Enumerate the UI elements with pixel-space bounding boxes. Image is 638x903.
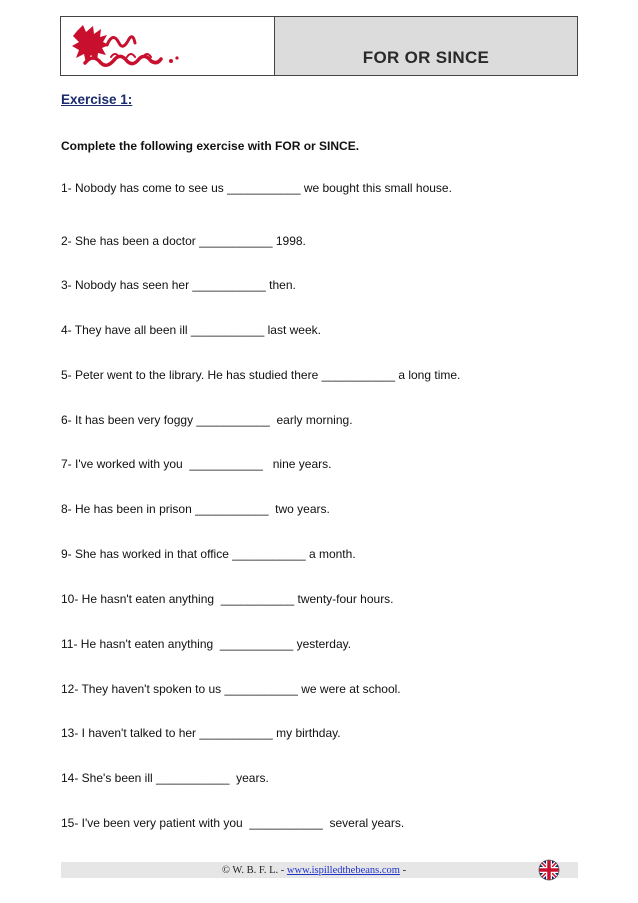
exercise-instructions: Complete the following exercise with FOR or SINCE. xyxy=(61,139,360,153)
exercise-item-7: 7- I've worked with you ___________ nine years. xyxy=(61,457,332,471)
exercise-item-9: 9- She has worked in that office ___________ a month. xyxy=(61,547,356,561)
exercise-item-2: 2- She has been a doctor ___________ 1998. xyxy=(61,234,306,248)
uk-flag-icon xyxy=(538,859,560,881)
exercise-item-3: 3- Nobody has seen her ___________ then. xyxy=(61,278,296,292)
exercise-item-8: 8- He has been in prison ___________ two years. xyxy=(61,502,330,516)
exercise-item-1: 1- Nobody has come to see us ___________ we bought this small house. xyxy=(61,181,452,195)
footer-copyright: © W. B. F. L. - xyxy=(222,865,287,876)
exercise-item-12: 12- They haven't spoken to us ___________ we were at school. xyxy=(61,682,401,696)
footer-suffix: - xyxy=(399,865,407,876)
exercise-item-10: 10- He hasn't eaten anything ___________ twenty-four hours. xyxy=(61,592,394,606)
exercise-heading: Exercise 1: xyxy=(61,92,133,107)
header-box xyxy=(60,16,578,76)
exercise-item-11: 11- He hasn't eaten anything ___________ yesterday. xyxy=(61,637,352,651)
logo-icon xyxy=(71,23,201,71)
exercise-item-14: 14- She's been ill ___________ years. xyxy=(61,771,269,785)
footer-website-link[interactable]: www.ispilledthebeans.com xyxy=(286,865,400,876)
exercise-item-6: 6- It has been very foggy ___________ early morning. xyxy=(61,413,353,427)
page-title: FOR OR SINCE xyxy=(362,48,490,67)
exercise-item-4: 4- They have all been ill ___________ last week. xyxy=(61,323,321,337)
exercise-item-5: 5- Peter went to the library. He has studied there ___________ a long time. xyxy=(61,368,461,382)
footer-text xyxy=(222,865,406,876)
exercise-item-15: 15- I've been very patient with you ___________ several years. xyxy=(61,816,405,830)
title-cell xyxy=(275,17,577,75)
logo-cell xyxy=(61,17,275,75)
exercise-item-13: 13- I haven't talked to her ___________ my birthday. xyxy=(61,726,341,740)
